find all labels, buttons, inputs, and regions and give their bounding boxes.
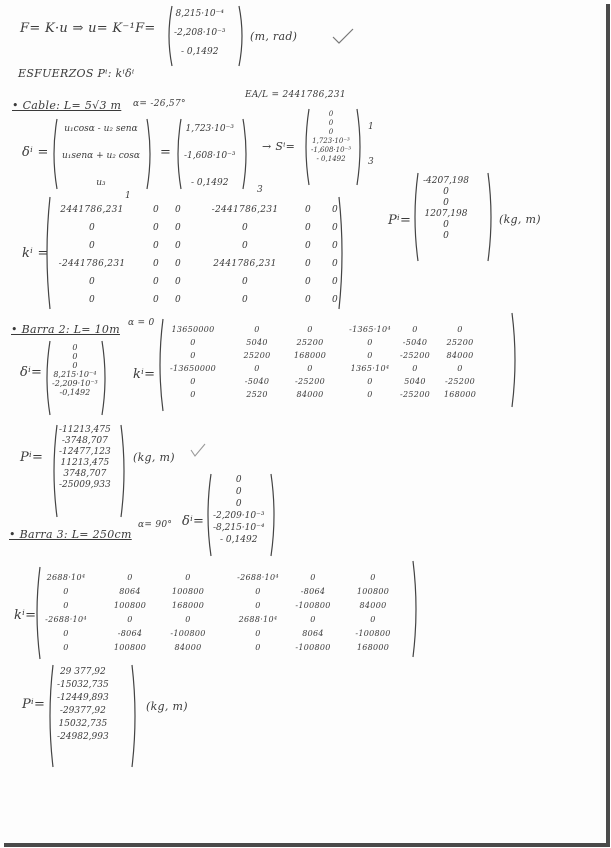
matrix-cell: 5040 [246, 338, 268, 347]
matrix-cell: 2520 [246, 390, 268, 399]
cable-title: • Cable: L= 5√3 m [12, 99, 122, 112]
cable-p-label: Pⁱ= [388, 213, 412, 228]
matrix-cell: 0 [457, 364, 463, 373]
cable-delta-symbolic [62, 124, 140, 188]
main-equation: F= K·u ⇒ u= K⁻¹F= [20, 21, 156, 36]
matrix-cell: 0 [174, 259, 182, 269]
p-value: 0 [443, 231, 449, 241]
bracket [146, 118, 154, 190]
matrix-cell: 0 [307, 364, 313, 373]
barra2-p-label: Pⁱ= [20, 450, 44, 465]
bracket [46, 664, 54, 768]
matrix-cell: 0 [367, 351, 373, 360]
bracket [43, 196, 51, 310]
matrix-cell: 0 [255, 601, 261, 610]
delta-value: 0 [72, 352, 78, 361]
matrix-cell: 13650000 [171, 325, 215, 334]
matrix-cell: -13650000 [169, 364, 217, 373]
matrix-cell: 0 [307, 325, 313, 334]
matrix-cell: 8064 [302, 629, 324, 638]
matrix-cell: 0 [63, 643, 69, 652]
s-value: 1,723·10⁻³ [312, 137, 350, 145]
delta-sym-3: u₃ [96, 178, 106, 188]
matrix-cell: 0 [412, 325, 418, 334]
bracket [411, 172, 419, 262]
matrix-cell: 0 [185, 615, 191, 624]
u-value-2: -2,208·10⁻³ [174, 28, 226, 38]
matrix-cell: 0 [304, 205, 312, 215]
s-value: 0 [328, 128, 334, 136]
barra2-alpha: α = 0 [128, 318, 155, 328]
cable-k-label: kⁱ = [22, 246, 49, 261]
matrix-cell: 0 [367, 338, 373, 347]
matrix-cell: 0 [152, 223, 160, 233]
matrix-cell: 0 [190, 351, 196, 360]
cable-delta-label: δⁱ = [22, 145, 49, 160]
matrix-cell: 8064 [119, 587, 141, 596]
delta-sym-1: u₁cosα - u₂ senα [64, 124, 138, 134]
matrix-cell: 0 [304, 223, 312, 233]
barra3-title: • Barra 3: L= 250cm [9, 528, 132, 541]
matrix-cell: 100800 [171, 587, 205, 596]
barra3-delta-label: δⁱ= [182, 514, 205, 529]
matrix-cell: -2441786,231 [211, 205, 279, 215]
bracket [33, 566, 41, 660]
matrix-cell: 0 [241, 241, 249, 251]
p-value: -12449,893 [57, 693, 109, 703]
matrix-cell: -1365·10⁴ [349, 325, 391, 334]
matrix-cell: 0 [310, 573, 316, 582]
matrix-cell: 0 [185, 573, 191, 582]
matrix-cell: 0 [255, 587, 261, 596]
matrix-cell: 0 [152, 259, 160, 269]
p-value: 3748,707 [63, 469, 107, 479]
matrix-cell: 0 [457, 325, 463, 334]
k-mark-3: 3 [257, 185, 264, 195]
delta-value: -2,209·10⁻³ [52, 379, 98, 388]
s-value: 0 [328, 110, 334, 118]
matrix-cell: 0 [331, 241, 339, 251]
bracket [511, 312, 519, 408]
matrix-cell: -25200 [400, 351, 430, 360]
u-value-3: - 0,1492 [181, 47, 219, 57]
bracket [131, 664, 139, 768]
matrix-cell: 168000 [443, 390, 477, 399]
checkmark-icon [332, 28, 354, 44]
matrix-cell: -8064 [117, 629, 143, 638]
barra3-p-units: (kg, m) [146, 700, 188, 713]
delta-value: 0 [235, 475, 242, 485]
matrix-cell: 0 [412, 364, 418, 373]
s-value: - 0,1492 [316, 155, 346, 163]
matrix-cell: 2688·10⁴ [238, 615, 278, 624]
matrix-cell: 0 [152, 241, 160, 251]
matrix-cell: 0 [88, 277, 96, 287]
bracket [302, 108, 310, 186]
matrix-cell: 0 [331, 259, 339, 269]
scanned-page: F= K·u ⇒ u= K⁻¹F= 8,215·10⁻⁴ -2,208·10⁻³ - 0,1492 (m, rad) ESFUERZOS Pⁱ: kⁱδⁱ • Cable: L= 5√3 m α= -26,57° EA/L = 2441786,231 δⁱ = u₁cosα - u₂ senα u₁senα + u₂ cosα u₃ = 1,723·10⁻³ -1,608·10⁻³ - 0,1492 → Sⁱ= 0 0 0 1,723·10⁻³ -1,608·10⁻³ - 0,1492 1 3 1 3 kⁱ = 2441786,231 0 0 -2441786,231 0 0 0 0 0 0 0 0 0 0 0 0 0 0 -2441786,231 0 0 2441786,231 0 0 0 0 0 0 0 0 0 0 0 0 0 0 Pⁱ= -4207,198 0 0 1207,198 0 0 (kg, m) • Barra 2: L= 10m α = 0 δⁱ= 0 0 0 8,215·10⁻⁴ -2,209·10⁻³ -0,1492 kⁱ= 13650000 0 0 -1365·10⁴ 0 0 0 5040 25200 0 -5040 25200 0 25200 168000 0 -25200 84000 -13650000 0 0 1365·10⁴ 0 0 0 -5040 -25200 0 5040 -25200 0 2520 84000 0 -25200 168000 Pⁱ= -11213,475 -3748,707 -12477,123 11213,475 3748,707 -25009,933 (kg, m) • Barra 3: L= 250cm α= 90° δⁱ= 0 0 0 -2,209·10⁻³ -8,215·10⁻⁴ - 0,1492 kⁱ= 2688·10⁴ 0 0 -2688·10⁴ 0 0 0 8064 100800 0 -8064 100800 0 100800 168000 0 -100800 84000 -2688·10⁴ 0 0 2688·10⁴ 0 0 0 -8064 -100800 0 8064 -100800 0 100800 84000 0 -100800 168000 Pⁱ= 29 377,92 -15032,735 -12449,893 -29377,92 15032,735 -24982,993 (kg, m) [0, 0, 606, 843]
delta-num-1: 1,723·10⁻³ [185, 124, 234, 134]
matrix-cell: 0 [127, 615, 133, 624]
cable-p-vector [423, 176, 469, 241]
esfuerzos-heading: ESFUERZOS Pⁱ: kⁱδⁱ [18, 67, 135, 80]
s-value: -1,608·10⁻³ [311, 146, 352, 154]
p-value: 29 377,92 [59, 667, 106, 677]
p-value: 11213,475 [60, 458, 110, 468]
barra2-delta-vector [52, 343, 98, 397]
barra2-p-vector [59, 425, 111, 490]
bracket [204, 473, 212, 557]
delta-value: -0,1492 [59, 388, 91, 397]
matrix-cell: 0 [367, 390, 373, 399]
p-value: -24982,993 [57, 732, 109, 742]
matrix-cell: 0 [127, 573, 133, 582]
matrix-cell: -25200 [400, 390, 430, 399]
bracket [50, 118, 58, 190]
bracket [238, 5, 246, 67]
matrix-cell: 25200 [296, 338, 324, 347]
delta-value: 0 [72, 361, 78, 370]
matrix-cell: 0 [174, 205, 182, 215]
bracket [43, 340, 51, 416]
matrix-cell: 0 [152, 205, 160, 215]
p-value: 15032,735 [58, 719, 108, 729]
matrix-cell: -2688·10⁴ [237, 573, 279, 582]
barra2-title: • Barra 2: L= 10m [11, 323, 120, 336]
bracket [487, 172, 495, 262]
barra2-p-units: (kg, m) [133, 451, 175, 464]
delta-value: -8,215·10⁻⁴ [213, 523, 265, 533]
matrix-cell: -2441786,231 [58, 259, 126, 269]
matrix-cell: 100800 [113, 643, 147, 652]
matrix-cell: 0 [190, 377, 196, 386]
matrix-cell: 0 [304, 277, 312, 287]
bracket [412, 560, 420, 658]
matrix-cell: 100800 [356, 587, 390, 596]
matrix-cell: -5040 [402, 338, 428, 347]
matrix-cell: 0 [152, 295, 160, 305]
s-mark-1: 1 [368, 122, 375, 132]
matrix-cell: -100800 [295, 643, 331, 652]
bracket [356, 108, 364, 186]
cable-alpha: α= -26,57° [133, 99, 186, 109]
matrix-cell: 168000 [171, 601, 205, 610]
matrix-cell: 0 [370, 573, 376, 582]
matrix-cell: 1365·10⁴ [350, 364, 390, 373]
bracket [101, 340, 109, 416]
matrix-cell: 25200 [243, 351, 271, 360]
matrix-cell: -100800 [170, 629, 206, 638]
matrix-cell: 0 [254, 325, 260, 334]
s-mark-3: 3 [368, 157, 375, 167]
matrix-cell: 0 [255, 643, 261, 652]
bracket [50, 424, 58, 518]
matrix-cell: 84000 [446, 351, 474, 360]
matrix-cell: 0 [63, 629, 69, 638]
matrix-cell: 2441786,231 [60, 205, 124, 215]
p-value: 0 [443, 187, 449, 197]
matrix-cell: 5040 [404, 377, 426, 386]
matrix-cell: 0 [331, 223, 339, 233]
matrix-cell: -5040 [244, 377, 270, 386]
matrix-cell: 0 [174, 295, 182, 305]
matrix-cell: 0 [63, 601, 69, 610]
matrix-cell: 0 [304, 241, 312, 251]
matrix-cell: 0 [241, 295, 249, 305]
matrix-cell: -100800 [295, 601, 331, 610]
matrix-cell: 0 [241, 223, 249, 233]
barra3-p-label: Pⁱ= [22, 697, 46, 712]
matrix-cell: 0 [331, 277, 339, 287]
p-value: -4207,198 [423, 176, 469, 186]
barra3-k-label: kⁱ= [14, 608, 37, 623]
matrix-cell: 84000 [359, 601, 387, 610]
barra3-delta-vector [213, 475, 264, 545]
matrix-cell: 0 [304, 259, 312, 269]
delta-value: 8,215·10⁻⁴ [53, 370, 97, 379]
u-value-1: 8,215·10⁻⁴ [175, 9, 224, 19]
matrix-cell: 84000 [174, 643, 202, 652]
matrix-cell: 168000 [293, 351, 327, 360]
p-value: 0 [443, 198, 449, 208]
p-value: -29377,92 [59, 706, 106, 716]
barra2-k-label: kⁱ= [133, 367, 156, 382]
matrix-cell: 0 [310, 615, 316, 624]
cable-s-vector [311, 110, 351, 163]
cable-delta-numeric [184, 124, 235, 188]
matrix-cell: 0 [152, 277, 160, 287]
matrix-cell: 0 [174, 241, 182, 251]
barra3-p-vector [57, 667, 109, 742]
delta-sym-2: u₁senα + u₂ cosα [62, 151, 140, 161]
barra3-alpha: α= 90° [138, 520, 173, 530]
matrix-cell: 0 [190, 338, 196, 347]
matrix-cell: 0 [331, 205, 339, 215]
matrix-cell: 84000 [296, 390, 324, 399]
matrix-cell: 0 [63, 587, 69, 596]
p-value: -25009,933 [59, 480, 111, 490]
matrix-cell: -8064 [300, 587, 326, 596]
matrix-cell: 0 [370, 615, 376, 624]
delta-num-3: - 0,1492 [191, 178, 229, 188]
matrix-cell: -2688·10⁴ [45, 615, 87, 624]
bracket [242, 118, 250, 190]
bracket [156, 318, 164, 412]
s-value: 0 [328, 119, 334, 127]
bracket [174, 118, 182, 190]
p-value: 1207,198 [424, 209, 468, 219]
delta-value: 0 [235, 499, 242, 509]
matrix-cell: 0 [331, 295, 339, 305]
delta-value: 0 [72, 343, 78, 352]
matrix-cell: 0 [174, 277, 182, 287]
bracket [165, 5, 173, 67]
matrix-cell: 2688·10⁴ [46, 573, 86, 582]
matrix-cell: 0 [88, 241, 96, 251]
k-mark-1: 1 [125, 191, 132, 201]
displacement-vector [174, 9, 225, 57]
matrix-cell: 0 [190, 390, 196, 399]
matrix-cell: 25200 [446, 338, 474, 347]
matrix-cell: 0 [367, 377, 373, 386]
checkmark-icon [190, 443, 206, 457]
matrix-cell: 0 [254, 364, 260, 373]
matrix-cell: 0 [304, 295, 312, 305]
matrix-cell: 0 [88, 295, 96, 305]
matrix-cell: 0 [241, 277, 249, 287]
matrix-cell: -25200 [295, 377, 325, 386]
bracket [120, 424, 128, 518]
p-value: -15032,735 [57, 680, 109, 690]
matrix-cell: 2441786,231 [213, 259, 277, 269]
matrix-cell: 0 [255, 629, 261, 638]
cable-p-units: (kg, m) [499, 213, 541, 226]
p-value: -12477,123 [59, 447, 111, 457]
delta-value: - 0,1492 [220, 535, 258, 545]
delta-value: -2,209·10⁻³ [213, 511, 265, 521]
matrix-cell: 168000 [356, 643, 390, 652]
matrix-cell: 100800 [113, 601, 147, 610]
bracket [270, 473, 278, 557]
bracket [338, 196, 346, 310]
cable-s-label: → Sⁱ= [262, 140, 296, 153]
delta-num-2: -1,608·10⁻³ [184, 151, 236, 161]
matrix-cell: 0 [174, 223, 182, 233]
barra2-delta-label: δⁱ= [20, 365, 43, 380]
matrix-cell: -25200 [445, 377, 475, 386]
p-value: -3748,707 [61, 436, 108, 446]
matrix-cell: -100800 [355, 629, 391, 638]
matrix-cell: 0 [88, 223, 96, 233]
u-units: (m, rad) [250, 30, 298, 43]
p-value: -11213,475 [59, 425, 111, 435]
delta-value: 0 [235, 487, 242, 497]
cable-ea-over-l: EA/L = 2441786,231 [245, 90, 346, 100]
p-value: 0 [443, 220, 449, 230]
